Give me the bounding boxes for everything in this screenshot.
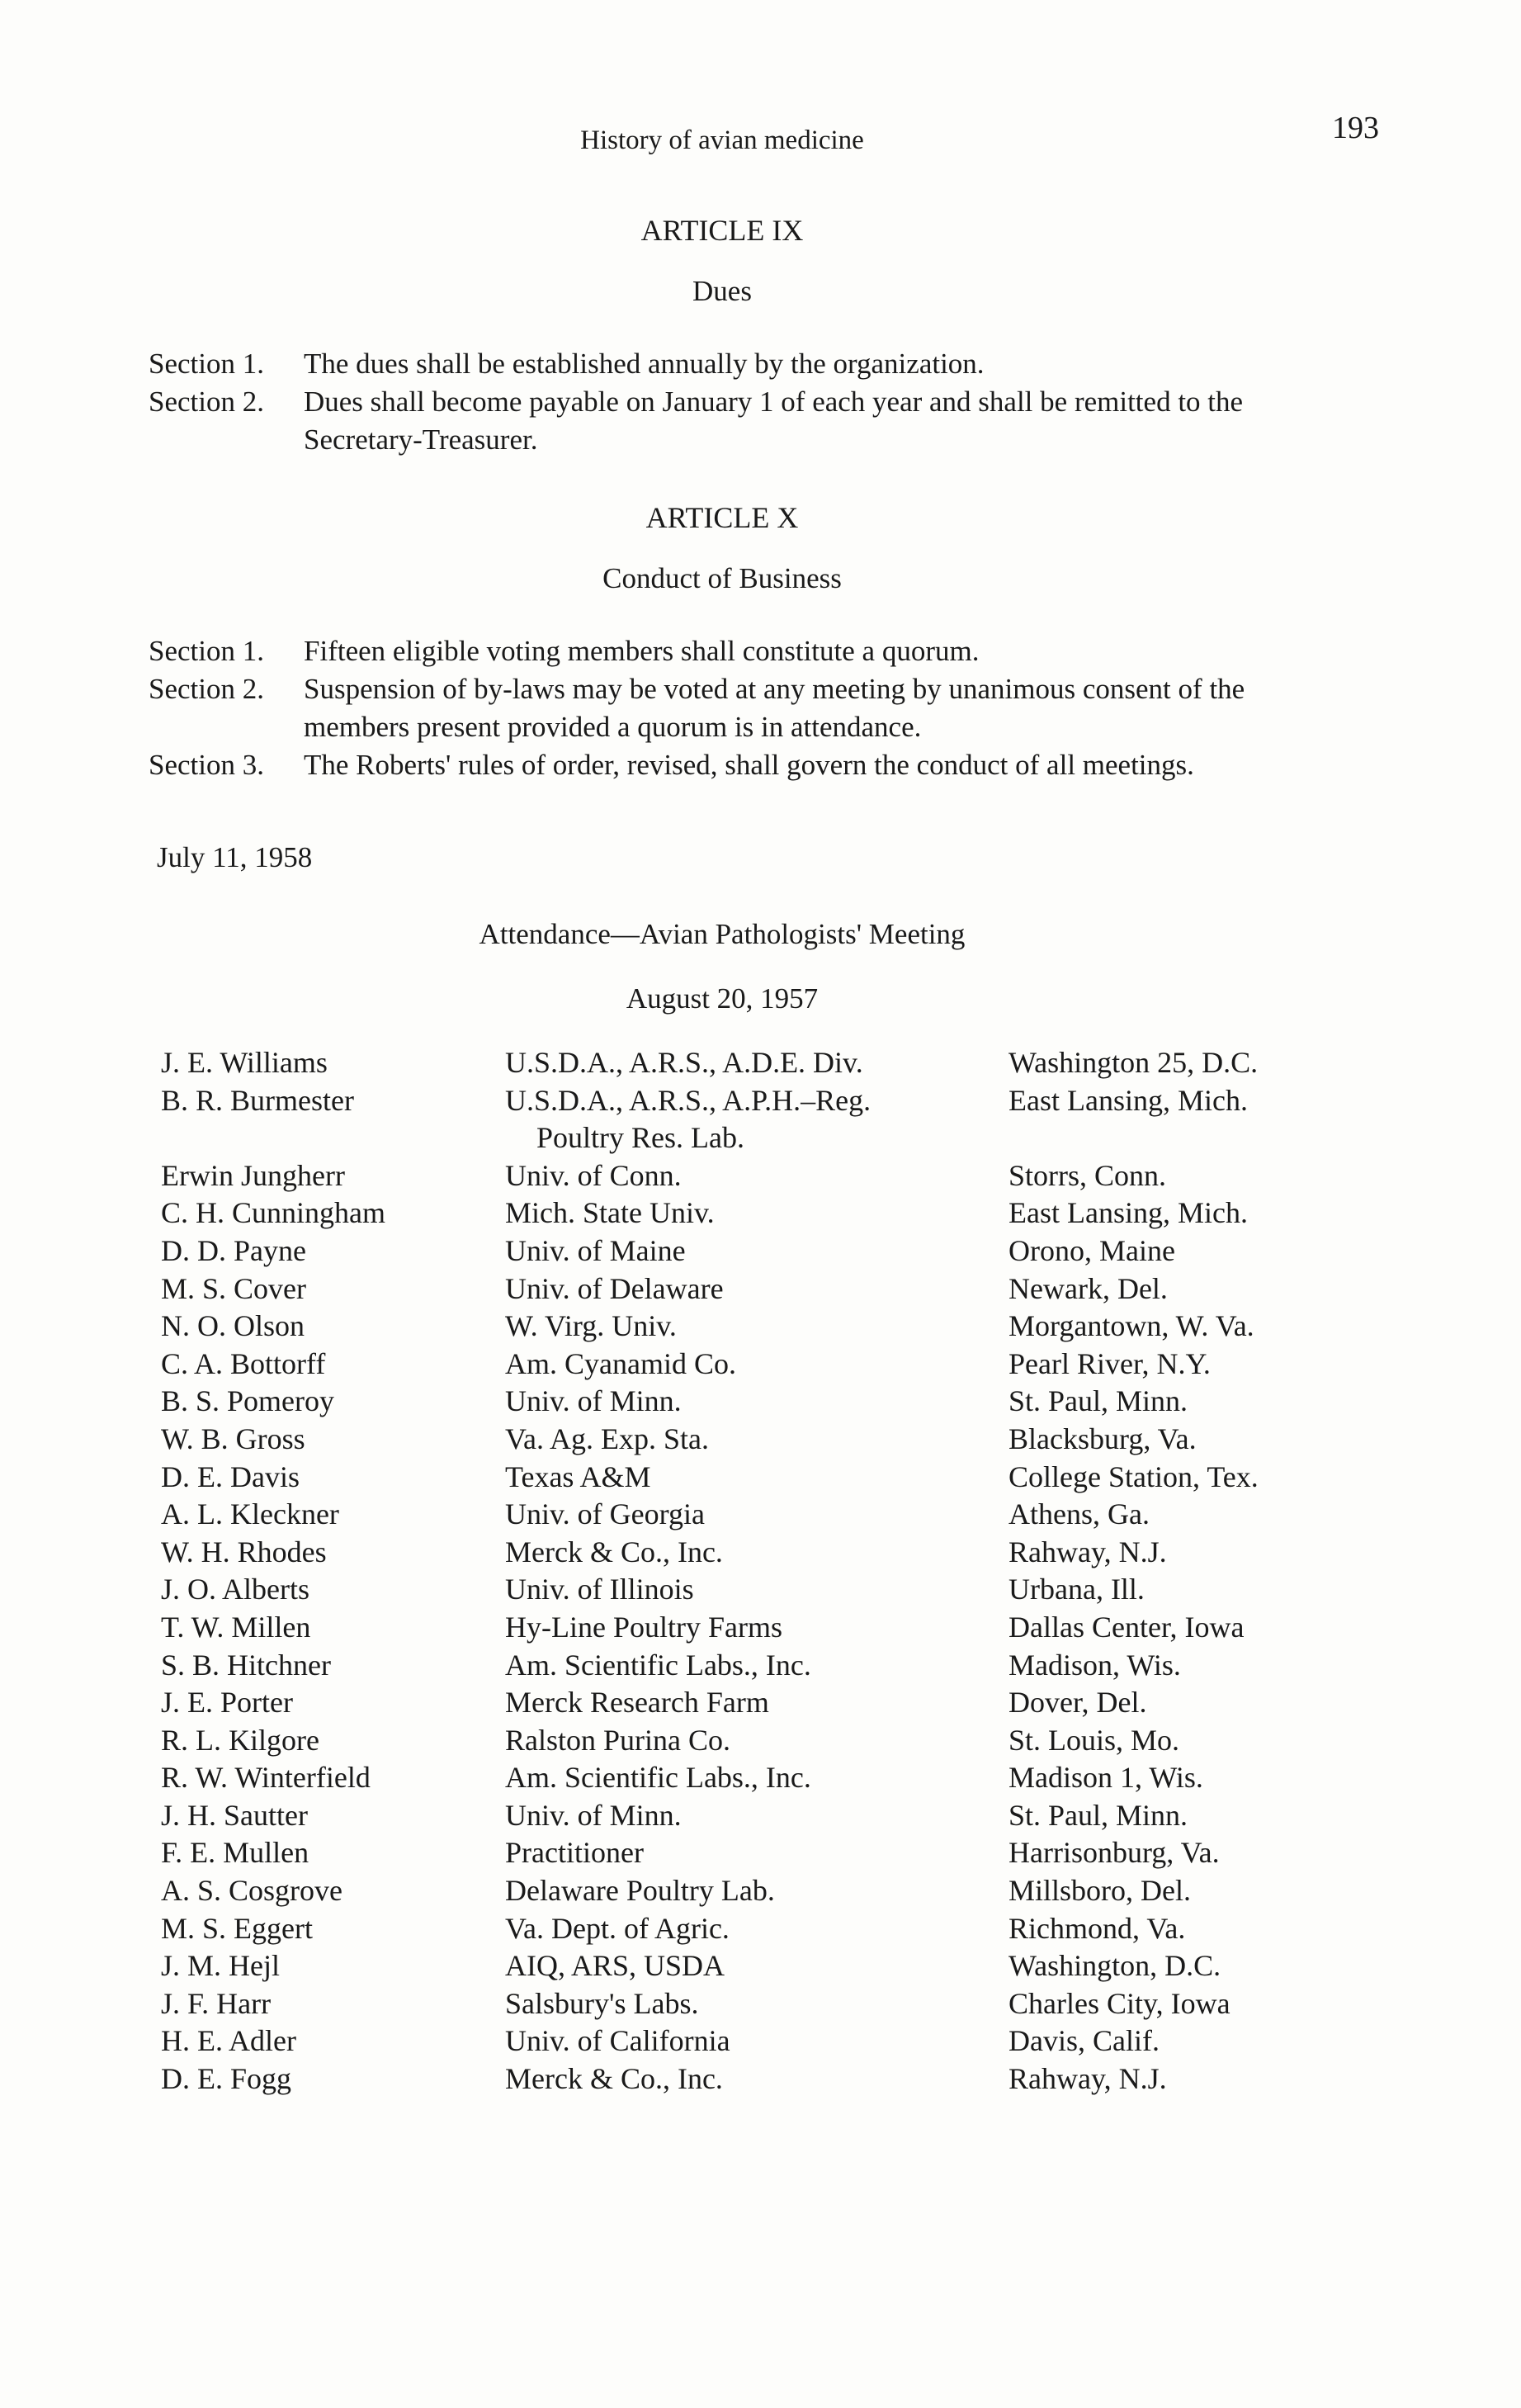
article-x-sections	[149, 632, 1320, 784]
section-text: Suspension of by-laws may be voted at any meeting by unanimous consent of the members present provided a quorum is in attendance.	[304, 673, 1245, 743]
attendance-title: Attendance—Avian Pathologists' Meeting	[479, 918, 966, 950]
attendee-institution: Va. Ag. Exp. Sta.	[505, 1422, 709, 1455]
page-number: 193	[1332, 111, 1379, 145]
attendee-name: D. D. Payne	[161, 1233, 306, 1267]
attendee-name: J. M. Hejl	[161, 1949, 280, 1983]
section-label: Section 3.	[149, 749, 264, 781]
attendee-name: J. F. Harr	[161, 1986, 272, 2020]
attendee-institution: Merck Research Farm	[505, 1686, 769, 1720]
section-label: Section 2.	[149, 386, 264, 418]
attendee-name: J. O. Alberts	[161, 1573, 309, 1606]
attendee-institution: Va. Dept. of Agric.	[505, 1911, 730, 1945]
attendee-name: J. E. Williams	[161, 1046, 328, 1079]
attendee-location: Charles City, Iowa	[1008, 1986, 1230, 2020]
attendee-institution: Merck & Co., Inc.	[505, 2062, 723, 2096]
attendee-institution: Salsbury's Labs.	[505, 1986, 699, 2020]
attendee-location: Urbana, Ill.	[1008, 1573, 1145, 1606]
attendee-location: Storrs, Conn.	[1008, 1158, 1167, 1192]
attendee-name: R. W. Winterfield	[161, 1761, 371, 1795]
section-text: Dues shall become payable on January 1 of each year and shall be remitted to the Secretary-Treasurer.	[304, 386, 1244, 456]
attendee-institution: Univ. of Minn.	[505, 1384, 682, 1418]
attendee-location: Morgantown, W. Va.	[1008, 1309, 1254, 1343]
attendee-locations-column	[1008, 1044, 1421, 2098]
attendee-name: D. E. Fogg	[161, 2062, 292, 2096]
attendee-location: Richmond, Va.	[1008, 1911, 1186, 1945]
attendee-location: St. Paul, Minn.	[1008, 1798, 1188, 1832]
attendee-institution: Univ. of California	[505, 2024, 730, 2058]
attendee-location: Pearl River, N.Y.	[1008, 1346, 1211, 1380]
section-text: The dues shall be established annually by the organization.	[304, 348, 985, 380]
attendee-institution: Univ. of Delaware	[505, 1271, 724, 1305]
attendee-location: Madison 1, Wis.	[1008, 1761, 1203, 1795]
article-ix-title: ARTICLE IX	[640, 214, 804, 247]
attendee-name: M. S. Cover	[161, 1271, 307, 1305]
attendee-institution: Univ. of Minn.	[505, 1798, 682, 1832]
attendee-institution: Merck & Co., Inc.	[505, 1535, 723, 1568]
running-head: History of avian medicine	[580, 125, 864, 155]
attendee-location: East Lansing, Mich.	[1008, 1196, 1248, 1230]
attendee-name: W. H. Rhodes	[161, 1535, 327, 1568]
attendee-institution: Am. Scientific Labs., Inc.	[505, 1761, 811, 1795]
attendee-name: B. S. Pomeroy	[161, 1384, 335, 1418]
attendee-name: D. E. Davis	[161, 1459, 300, 1493]
attendee-institution: Ralston Purina Co.	[505, 1723, 731, 1757]
attendee-name: C. H. Cunningham	[161, 1196, 386, 1230]
attendee-name: J. H. Sautter	[161, 1798, 308, 1832]
section-text: The Roberts' rules of order, revised, shall govern the conduct of all meetings.	[304, 749, 1194, 781]
attendee-institution: Hy-Line Poultry Farms	[505, 1610, 782, 1644]
attendee-name: B. R. Burmester	[161, 1083, 354, 1117]
attendee-name: R. L. Kilgore	[161, 1723, 319, 1757]
attendee-name: S. B. Hitchner	[161, 1648, 331, 1682]
attendee-location: East Lansing, Mich.	[1008, 1083, 1248, 1117]
attendee-institution: Delaware Poultry Lab.	[505, 1874, 775, 1908]
attendee-location: Washington, D.C.	[1008, 1949, 1221, 1983]
attendee-institution: Univ. of Georgia	[505, 1497, 705, 1531]
date-signed: July 11, 1958	[157, 841, 313, 873]
attendee-name: T. W. Millen	[161, 1610, 311, 1644]
attendee-institution: Mich. State Univ.	[505, 1196, 715, 1230]
attendee-names-column	[161, 1044, 508, 2098]
attendee-name: J. E. Porter	[161, 1686, 293, 1720]
attendee-institution: U.S.D.A., A.R.S., A.P.H.–Reg.	[505, 1083, 872, 1117]
attendee-location: Madison, Wis.	[1008, 1648, 1181, 1682]
article-ix-section	[149, 345, 1320, 383]
attendee-institution: Univ. of Maine	[505, 1233, 686, 1267]
attendee-institutions-column	[505, 1044, 1000, 2098]
attendee-institution: W. Virg. Univ.	[505, 1309, 677, 1343]
attendee-name: N. O. Olson	[161, 1309, 305, 1343]
section-label: Section 1.	[149, 635, 264, 667]
attendee-location: Rahway, N.J.	[1008, 1535, 1167, 1568]
article-ix-sections	[149, 345, 1320, 459]
attendee-institution: U.S.D.A., A.R.S., A.D.E. Div.	[505, 1046, 863, 1079]
attendee-name: W. B. Gross	[161, 1422, 305, 1455]
attendee-location: Dallas Center, Iowa	[1008, 1610, 1245, 1644]
article-ix-section	[149, 383, 1320, 459]
attendee-name: Erwin Jungherr	[161, 1158, 345, 1192]
attendee-institution: Am. Scientific Labs., Inc.	[505, 1648, 811, 1682]
article-x-section	[149, 670, 1320, 746]
article-x-section	[149, 632, 1320, 670]
article-x-subtitle: Conduct of Business	[602, 562, 842, 594]
attendee-name: A. S. Cosgrove	[161, 1874, 343, 1908]
attendee-location: Newark, Del.	[1008, 1271, 1168, 1305]
attendee-name: C. A. Bottorff	[161, 1346, 326, 1380]
attendee-location: Athens, Ga.	[1008, 1497, 1150, 1531]
attendee-institution: AIQ, ARS, USDA	[505, 1949, 725, 1983]
attendee-location: St. Paul, Minn.	[1008, 1384, 1188, 1418]
attendee-institution: Practitioner	[505, 1836, 644, 1870]
section-label: Section 1.	[149, 348, 264, 380]
attendee-location: Orono, Maine	[1008, 1233, 1175, 1267]
attendance-date: August 20, 1957	[626, 982, 819, 1015]
attendee-location: College Station, Tex.	[1008, 1459, 1259, 1493]
attendee-institution: Univ. of Conn.	[505, 1158, 682, 1192]
attendee-location: Millsboro, Del.	[1008, 1874, 1191, 1908]
attendee-location: Davis, Calif.	[1008, 2024, 1160, 2058]
attendee-name: H. E. Adler	[161, 2024, 296, 2058]
attendee-location: Rahway, N.J.	[1008, 2062, 1167, 2096]
attendee-name: F. E. Mullen	[161, 1836, 309, 1870]
section-label: Section 2.	[149, 673, 264, 705]
article-ix-subtitle: Dues	[692, 275, 752, 307]
attendee-name: M. S. Eggert	[161, 1911, 313, 1945]
attendee-name	[161, 1119, 508, 1157]
attendee-institution: Texas A&M	[505, 1459, 651, 1493]
attendee-name: A. L. Kleckner	[161, 1497, 339, 1531]
attendee-institution: Am. Cyanamid Co.	[505, 1346, 736, 1380]
attendee-location: Washington 25, D.C.	[1008, 1046, 1259, 1079]
attendee-location: St. Louis, Mo.	[1008, 1723, 1180, 1757]
attendee-location: Blacksburg, Va.	[1008, 1422, 1197, 1455]
article-x-section	[149, 746, 1320, 784]
article-x-title: ARTICLE X	[645, 501, 799, 534]
attendee-institution: Univ. of Illinois	[505, 1573, 694, 1606]
attendee-institution: Poultry Res. Lab.	[536, 1121, 744, 1155]
attendee-location	[1008, 1119, 1421, 1157]
section-text: Fifteen eligible voting members shall constitute a quorum.	[304, 635, 980, 667]
attendee-location: Dover, Del.	[1008, 1686, 1147, 1720]
attendee-location: Harrisonburg, Va.	[1008, 1836, 1220, 1870]
